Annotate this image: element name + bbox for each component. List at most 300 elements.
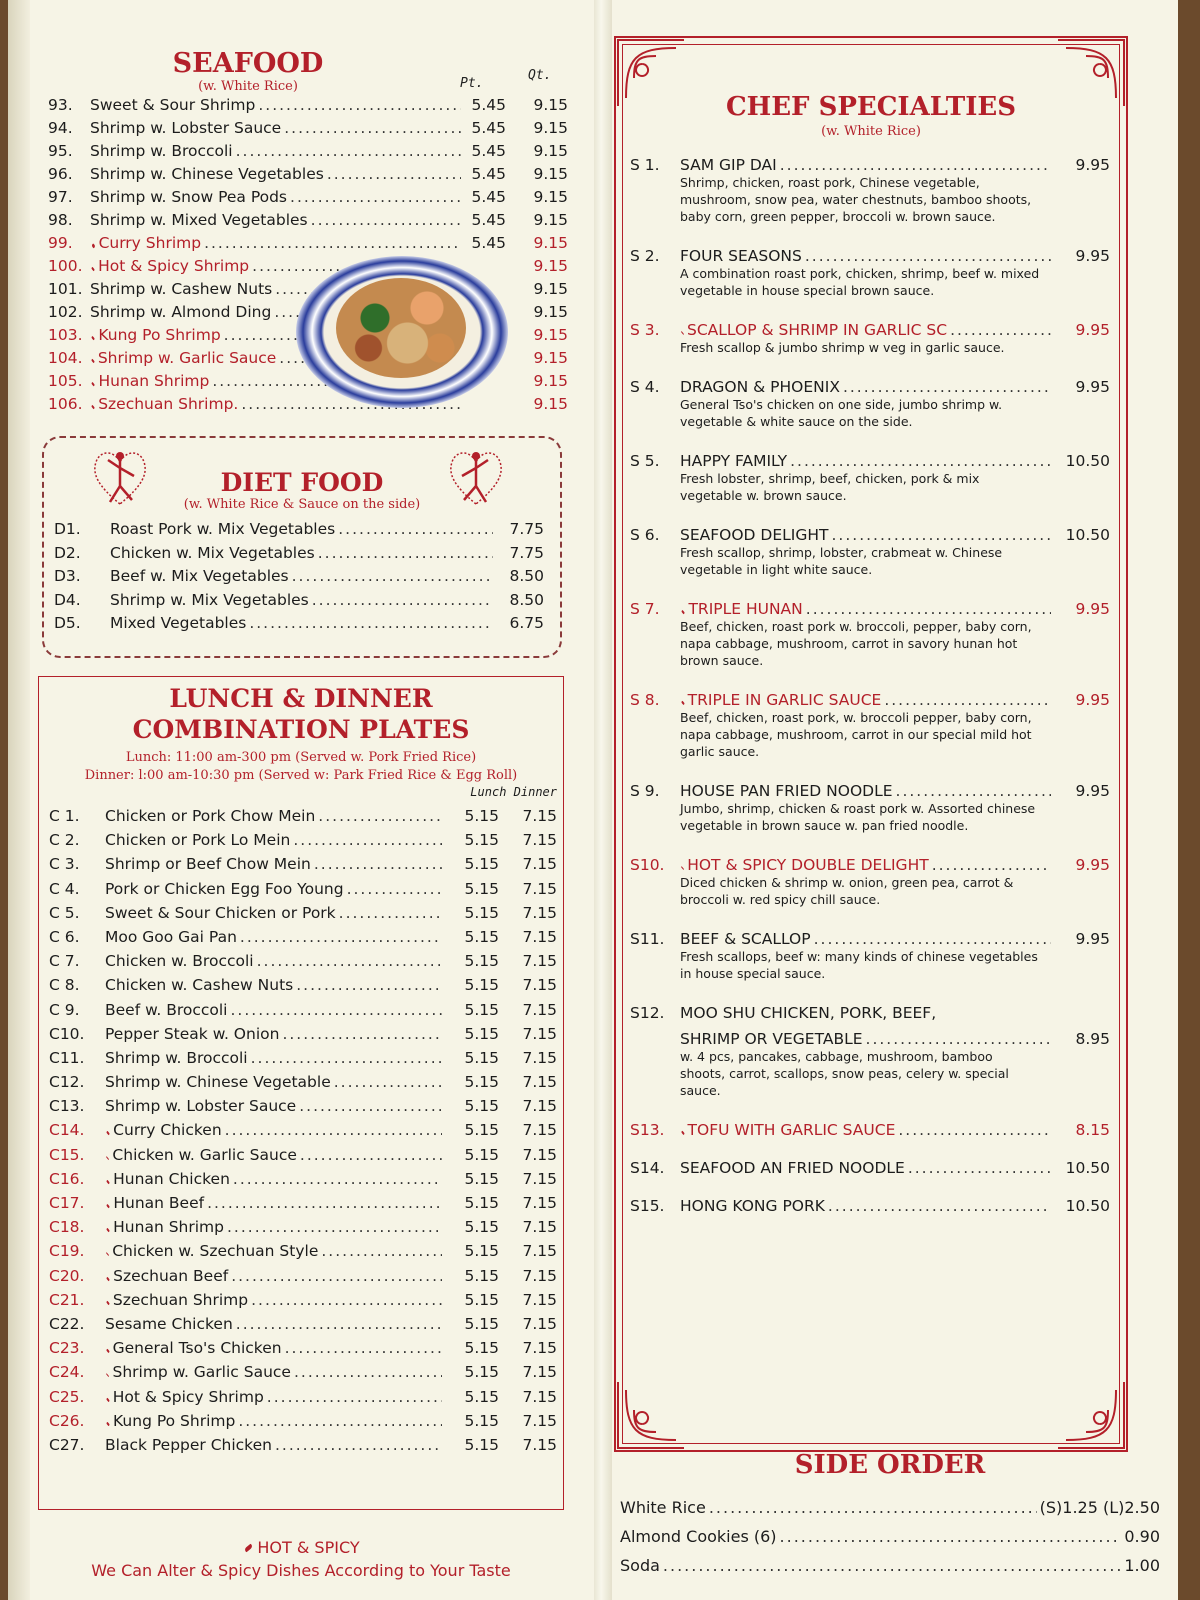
item-name: SEAFOOD AN FRIED NOODLE [680, 1159, 905, 1177]
pint-price: 5.45 [471, 165, 506, 183]
quart-price: 9.15 [533, 119, 568, 137]
lunch-price: 5.15 [464, 1218, 499, 1237]
item-number: C23. [49, 1339, 85, 1358]
lunch-price: 5.15 [464, 976, 499, 995]
lunch-price: 5.15 [464, 1242, 499, 1261]
lunch-price: 5.15 [464, 807, 499, 825]
chef-specialties-section [614, 36, 1128, 1452]
dinner-price: 7.15 [522, 976, 557, 995]
dot-leader [884, 691, 1051, 709]
dot-leader [296, 976, 442, 994]
lunch-price: 5.15 [464, 903, 499, 922]
combination-item [49, 1001, 557, 1025]
dot-leader [233, 1170, 442, 1188]
quart-price: 9.15 [533, 165, 568, 183]
item-number: S11. [630, 930, 665, 948]
dot-leader [831, 526, 1051, 544]
item-name: Shrimp w. Garlic Sauce [97, 349, 277, 367]
item-name: Curry Chicken [113, 1121, 222, 1140]
quart-price: 9.15 [533, 257, 568, 275]
item-name: Chicken or Pork Lo Mein [105, 831, 291, 850]
dot-leader [314, 855, 442, 873]
item-number: 104. [48, 349, 83, 367]
quart-price: 9.15 [533, 303, 568, 321]
lunch-price: 5.15 [464, 1073, 499, 1092]
item-name: Mixed Vegetables [110, 614, 247, 632]
quart-price: 9.15 [533, 372, 568, 390]
chef-special-item [630, 321, 1110, 356]
item-number: 98. [48, 211, 73, 229]
dot-leader [231, 1267, 442, 1285]
chili-icon [106, 1204, 110, 1209]
dot-leader [299, 1097, 442, 1115]
item-name: Pepper Steak w. Onion [105, 1024, 280, 1043]
dot-leader [311, 211, 461, 229]
dot-leader [318, 544, 493, 562]
item-name: FOUR SEASONS [680, 247, 802, 265]
seafood-item [48, 119, 568, 142]
item-name: SEAFOOD DELIGHT [680, 526, 829, 544]
combination-item [49, 1242, 557, 1266]
dot-leader [293, 831, 442, 849]
item-name: Shrimp w. Snow Pea Pods [90, 188, 288, 206]
dinner-price: 7.15 [522, 1411, 557, 1430]
diet-item [54, 520, 544, 544]
item-number: S 7. [630, 600, 660, 618]
item-name: Shrimp w. Mix Vegetables [110, 590, 309, 609]
chef-special-row [630, 526, 1110, 544]
item-number: C27. [49, 1435, 85, 1454]
quart-price: 9.15 [533, 96, 568, 114]
quart-price: 9.15 [533, 280, 568, 298]
diet-item [54, 567, 544, 591]
combination-item [49, 1291, 557, 1315]
item-number: C26. [49, 1411, 85, 1430]
chili-icon [91, 359, 95, 363]
item-price: (S)1.25 (L)2.50 [1039, 1498, 1160, 1517]
item-number: C 8. [49, 976, 80, 995]
item-number: C 4. [49, 879, 80, 898]
dinner-price: 7.15 [522, 1435, 557, 1454]
combination-item [49, 1146, 557, 1170]
item-name: Chicken w. Garlic Sauce [112, 1145, 297, 1164]
dot-leader [780, 156, 1051, 174]
dot-leader [258, 96, 461, 114]
chef-special-row [630, 1197, 1110, 1215]
diet-food-subtitle: (w. White Rice & Sauce on the side) [183, 497, 421, 512]
dot-leader [898, 1121, 1051, 1139]
item-name: Beef w. Broccoli [105, 1000, 228, 1019]
lunch-price: 5.15 [464, 1121, 499, 1140]
combination-item [49, 1170, 557, 1194]
item-name: HOT & SPICY DOUBLE DELIGHT [687, 856, 929, 874]
item-number: C 2. [49, 831, 80, 850]
item-description: Shrimp, chicken, roast pork, Chinese vegetable, mushroom, snow pea, water chestnuts, bamboo shoots, baby corn, green pepper, broccoli w. brown sauce. [680, 175, 1032, 224]
lunch-price: 5.15 [464, 1194, 499, 1212]
item-name: Sesame Chicken [105, 1314, 233, 1333]
dinner-price: 7.15 [522, 927, 557, 946]
quart-price: 9.15 [533, 349, 568, 367]
diet-food-section [42, 436, 562, 658]
item-name: Shrimp w. Broccoli [105, 1048, 248, 1067]
quart-price: 9.15 [533, 395, 568, 413]
chef-special-item [630, 1121, 1110, 1139]
item-name: HONG KONG PORK [680, 1197, 825, 1215]
item-name: HOUSE PAN FRIED NOODLE [680, 782, 893, 800]
dot-leader [814, 930, 1051, 948]
combination-item [49, 1363, 557, 1387]
chef-specialties-subtitle: (w. White Rice) [821, 124, 921, 139]
dot-leader [204, 234, 461, 252]
combination-item [49, 1073, 557, 1097]
chili-icon [106, 1373, 110, 1377]
item-price: 9.95 [1075, 600, 1110, 618]
item-price: 9.95 [1075, 782, 1110, 800]
chef-special-row [630, 1030, 1110, 1048]
combination-item [49, 904, 557, 928]
item-description: Fresh lobster, shrimp, beef, chicken, pork & mix vegetable w. brown sauce. [680, 471, 980, 503]
dot-leader [780, 1527, 1122, 1546]
dinner-price: 7.15 [522, 1121, 557, 1140]
item-name: Szechuan Beef [113, 1266, 229, 1285]
dinner-price: 7.15 [522, 807, 557, 825]
chili-icon [106, 1228, 110, 1232]
item-name: Roast Pork w. Mix Vegetables [110, 520, 336, 538]
item-price: 9.95 [1075, 156, 1110, 174]
chef-special-item [630, 782, 1110, 834]
dinner-price: 7.15 [522, 1194, 557, 1212]
lunch-price: 5.15 [464, 1169, 499, 1188]
dot-leader [294, 1363, 442, 1381]
seafood-item [48, 372, 568, 395]
dancer-heart-icon [446, 446, 506, 508]
chef-special-row [630, 1004, 1110, 1022]
chef-special-row [630, 156, 1110, 174]
item-name: Chicken w. Broccoli [105, 952, 254, 971]
dot-leader [231, 1001, 443, 1019]
item-price: 7.75 [509, 520, 544, 538]
lunch-price: 5.15 [464, 1145, 499, 1164]
item-number: S 9. [630, 782, 660, 800]
item-description: Fresh scallop, shrimp, lobster, crabmeat w. Chinese vegetable in light white sauce. [680, 545, 1003, 577]
item-price: 1.00 [1124, 1556, 1160, 1575]
chef-special-item [630, 691, 1110, 760]
item-price: 9.95 [1075, 856, 1110, 874]
dinner-price: 7.15 [522, 1145, 557, 1164]
chili-icon [91, 382, 95, 387]
combination-item [49, 1412, 557, 1436]
dot-leader [790, 452, 1051, 470]
dinner-price: 7.15 [522, 1024, 557, 1043]
dot-leader [275, 1436, 442, 1454]
pint-price: 5.45 [471, 119, 506, 137]
item-number: C 1. [49, 807, 80, 825]
dot-leader [805, 247, 1051, 265]
pint-price: 5.45 [471, 96, 506, 114]
dot-leader [300, 1146, 442, 1164]
item-number: C 3. [49, 855, 80, 874]
lunch-price: 5.15 [464, 927, 499, 946]
ornament-corner-icon [616, 1380, 686, 1450]
item-number: 95. [48, 142, 73, 160]
item-number: S 3. [630, 321, 660, 339]
dinner-price: 7.15 [522, 1073, 557, 1092]
dinner-price: 7.15 [522, 1218, 557, 1237]
dot-leader [932, 856, 1051, 874]
combination-item [49, 976, 557, 1000]
item-number: D1. [54, 520, 81, 538]
lunch-price: 5.15 [464, 1000, 499, 1019]
chili-icon [681, 701, 685, 705]
quart-price: 9.15 [533, 188, 568, 206]
dot-leader [292, 567, 493, 585]
item-name: Sweet & Sour Chicken or Pork [105, 903, 336, 922]
side-order-item [620, 1527, 1160, 1556]
left-page-edge [8, 0, 30, 1600]
lunch-price: 5.15 [464, 1314, 499, 1333]
item-number: C22. [49, 1314, 85, 1333]
item-number: 97. [48, 188, 73, 206]
item-name: Hunan Shrimp [113, 1218, 224, 1237]
item-name: Almond Cookies (6) [620, 1527, 777, 1546]
chef-special-item [630, 1159, 1110, 1177]
quart-price: 9.15 [533, 234, 568, 252]
item-price: 10.50 [1065, 452, 1110, 470]
dinner-hours: Dinner: l:00 am-10:30 pm (Served w: Park Fried Rice & Egg Roll) [84, 768, 518, 783]
chili-icon [106, 1397, 110, 1401]
lunch-price: 5.15 [464, 1339, 499, 1358]
combination-item [49, 1121, 557, 1145]
chef-special-item [630, 1004, 1110, 1099]
seafood-title: SEAFOOD [172, 48, 324, 79]
chef-special-row [630, 691, 1110, 709]
combination-item [49, 1218, 557, 1242]
combination-list [49, 807, 557, 1460]
item-number: S13. [630, 1121, 665, 1139]
seafood-subtitle: (w. White Rice) [198, 79, 298, 94]
item-price: 8.50 [509, 567, 544, 585]
lunch-price: 5.15 [464, 1048, 499, 1067]
chili-icon [681, 1131, 685, 1135]
seafood-item [48, 257, 568, 280]
item-number: S 8. [630, 691, 660, 709]
item-number: C18. [49, 1218, 85, 1237]
item-name: Chicken w. Mix Vegetables [110, 543, 315, 562]
item-name: TRIPLE IN GARLIC SAUCE [687, 691, 882, 709]
combination-plates-section [38, 676, 564, 1510]
item-number: 105. [48, 372, 83, 390]
item-number: C 5. [49, 903, 80, 922]
ornament-corner-icon [1056, 38, 1126, 108]
dot-leader [285, 1339, 442, 1357]
quart-price: 9.15 [533, 211, 568, 229]
combination-item [49, 1315, 557, 1339]
combination-item [49, 952, 557, 976]
chili-icon [244, 1544, 253, 1553]
combination-item [49, 1436, 557, 1460]
dot-leader [290, 188, 461, 206]
item-name: Hunan Chicken [113, 1169, 230, 1188]
dot-leader [249, 614, 493, 632]
item-name: DRAGON & PHOENIX [680, 378, 840, 396]
lunch-price: 5.15 [464, 855, 499, 874]
pint-price: 5.45 [471, 188, 506, 206]
item-price: 10.50 [1065, 1197, 1110, 1215]
combination-item [49, 831, 557, 855]
dot-leader [866, 1030, 1051, 1048]
item-name: MOO SHU CHICKEN, PORK, BEEF, [680, 1004, 937, 1022]
side-order-section [620, 1450, 1160, 1585]
item-number: C25. [49, 1387, 85, 1406]
dinner-price: 7.15 [522, 1314, 557, 1333]
dot-leader [257, 952, 442, 970]
dinner-price: 7.15 [522, 1169, 557, 1188]
item-name: Shrimp w. Lobster Sauce [105, 1097, 297, 1116]
item-name: Sweet & Sour Shrimp [90, 96, 256, 114]
dot-leader [950, 321, 1051, 339]
item-number: S15. [630, 1197, 665, 1215]
chili-icon [106, 1252, 109, 1256]
combination-item [49, 1339, 557, 1363]
item-name: Pork or Chicken Egg Foo Young [105, 879, 344, 898]
dinner-price: 7.15 [522, 1048, 557, 1067]
lunch-price: 5.15 [464, 1411, 499, 1430]
combination-item [49, 1049, 557, 1073]
item-name: Beef w. Mix Vegetables [110, 567, 289, 585]
item-description: Fresh scallop & jumbo shrimp w veg in garlic sauce. [680, 340, 1005, 355]
item-description: Beef, chicken, roast pork w. broccoli, pepper, baby corn, napa cabbage, mushroom, carrot in savory hunan hot brown sauce. [680, 619, 1032, 668]
diet-item [54, 591, 544, 615]
dot-leader [327, 165, 461, 183]
combination-item [49, 807, 557, 831]
item-price: 9.95 [1075, 930, 1110, 948]
item-number: C21. [49, 1290, 85, 1309]
item-description: Fresh scallops, beef w: many kinds of chinese vegetables in house special sauce. [680, 949, 1038, 981]
ornament-corner-icon [616, 38, 686, 108]
seafood-item [48, 211, 568, 234]
item-number: C10. [49, 1024, 85, 1043]
chili-icon [91, 405, 95, 409]
item-description: Jumbo, shrimp, chicken & roast pork w. Assorted chinese vegetable in brown sauce w. pan fried noodle. [680, 801, 1036, 833]
item-number: S14. [630, 1159, 665, 1177]
item-number: 101. [48, 280, 83, 298]
item-number: C24. [49, 1363, 85, 1382]
combination-item [49, 1025, 557, 1049]
item-number: C16. [49, 1169, 85, 1188]
item-price: 9.95 [1075, 247, 1110, 265]
item-name: Shrimp w. Chinese Vegetables [90, 165, 324, 183]
dot-leader [663, 1556, 1121, 1575]
dinner-price: 7.15 [522, 855, 557, 874]
item-number: 102. [48, 303, 83, 321]
item-number: 99. [48, 234, 73, 252]
lunch-price: 5.15 [464, 1024, 499, 1043]
chef-special-item [630, 930, 1110, 982]
combination-item [49, 1267, 557, 1291]
dot-leader [282, 1025, 442, 1043]
quart-price: 9.15 [533, 142, 568, 160]
dot-leader [236, 142, 461, 160]
item-name: Kung Po Shrimp [98, 326, 221, 344]
chef-special-row [630, 378, 1110, 396]
item-number: C14. [49, 1121, 85, 1140]
dot-leader [251, 1049, 442, 1067]
item-name: Kung Po Shrimp [113, 1411, 236, 1430]
chili-icon [106, 1301, 110, 1305]
item-price: 10.50 [1065, 526, 1110, 544]
item-name: Szechuan Shrimp. [98, 395, 239, 413]
item-price: 6.75 [509, 614, 544, 632]
item-name: Shrimp w. Mixed Vegetables [90, 211, 308, 229]
chili-icon [91, 267, 95, 271]
item-name: Hot & Spicy Shrimp [98, 257, 250, 275]
dot-leader [843, 378, 1051, 396]
seafood-item [48, 142, 568, 165]
item-number: 96. [48, 165, 73, 183]
item-description: A combination roast pork, chicken, shrimp, beef w. mixed vegetable in house special brown sauce. [680, 266, 1040, 298]
item-name: Hunan Shrimp [98, 372, 210, 390]
chef-special-item [630, 856, 1110, 908]
hot-spicy-legend-label: HOT & SPICY [257, 1538, 360, 1557]
item-number: D5. [54, 614, 81, 632]
dot-leader [312, 591, 493, 609]
dinner-price: 7.15 [522, 831, 557, 850]
item-name: Hot & Spicy Shrimp [112, 1387, 264, 1406]
item-name-continued: SHRIMP OR VEGETABLE [680, 1030, 863, 1048]
chef-special-row [630, 930, 1110, 948]
item-name: Shrimp w. Almond Ding [90, 303, 272, 321]
chili-icon [681, 331, 684, 335]
dancer-heart-icon [90, 446, 150, 508]
chef-specialties-title: CHEF SPECIALTIES [725, 92, 1017, 122]
item-name: Chicken or Pork Chow Mein [105, 807, 316, 825]
item-name: SCALLOP & SHRIMP IN GARLIC SC [687, 321, 948, 339]
chef-special-row [630, 452, 1110, 470]
diet-food-title: DIET FOOD [220, 468, 384, 497]
item-number: C17. [49, 1194, 85, 1212]
dinner-price: 7.15 [522, 952, 557, 971]
menu-footer [38, 1538, 564, 1580]
dot-leader [908, 1159, 1051, 1177]
chef-special-row [630, 247, 1110, 265]
combination-item [49, 1388, 557, 1412]
ornament-corner-icon [1056, 1380, 1126, 1450]
item-number: C20. [49, 1266, 85, 1285]
chef-special-row [630, 321, 1110, 339]
item-number: C13. [49, 1097, 85, 1116]
combination-item [49, 928, 557, 952]
seafood-dish-photo [296, 256, 508, 408]
chef-special-item [630, 452, 1110, 504]
dot-leader [338, 520, 493, 538]
chef-specialties-list [630, 156, 1110, 1235]
dot-leader [251, 1291, 442, 1309]
diet-item [54, 544, 544, 568]
item-number: 93. [48, 96, 73, 114]
dinner-price: 7.15 [522, 903, 557, 922]
pint-price: 5.45 [471, 142, 506, 160]
item-name: Szechuan Shrimp [112, 1290, 249, 1309]
item-number: C 7. [49, 952, 80, 971]
lunch-price: 5.15 [464, 1363, 499, 1382]
combination-item [49, 855, 557, 879]
seafood-item [48, 234, 568, 257]
dot-leader [227, 1218, 442, 1236]
side-order-item [620, 1498, 1160, 1527]
dinner-price: 7.15 [522, 1242, 557, 1261]
item-name: Hunan Beef [113, 1194, 205, 1212]
item-name: Shrimp or Beef Chow Mein [105, 855, 311, 874]
